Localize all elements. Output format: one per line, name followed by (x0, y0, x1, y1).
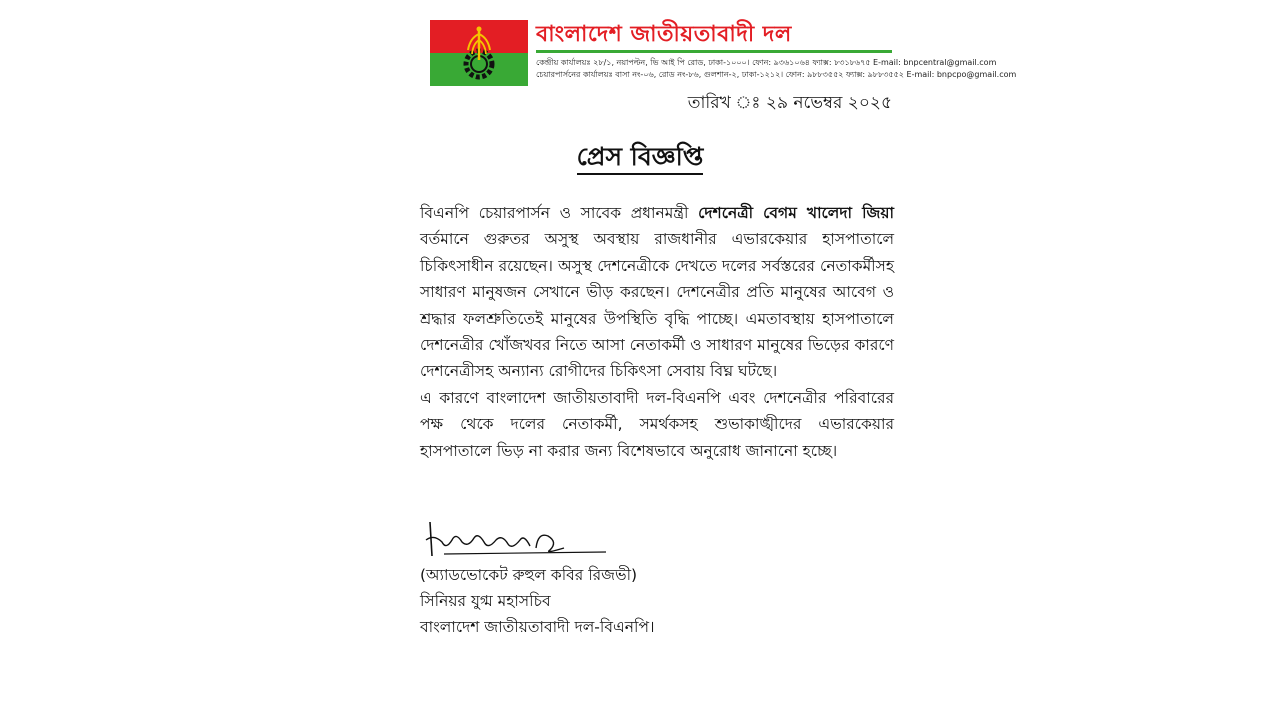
chairperson-office-address: চেয়ারপার্সনের কার্যালয়ঃ বাসা নং-০৬, রোড নং-৮৬, গুলশান-২, ঢাকা-১২১২। ফোন: ৯৮৮৩৫৫২ ফ্যাক্স: ৯৮৮৩৫৫২ E-mail: bnpcpo@gmail.com (536, 70, 1017, 79)
signatory-designation: সিনিয়র যুগ্ম মহাসচিব (420, 592, 551, 610)
body-paragraph-2: এ কারণে বাংলাদেশ জাতীয়তাবাদী দল-বিএনপি এবং দেশনেত্রীর পরিবারের পক্ষ থেকে দলের নেতাকর্মী, সমর্থকসহ শুভাকাঙ্খীদের এভারকেয়ার হাসপাতালে ভিড় না করার জন্য বিশেষভাবে অনুরোধ জানানো হচ্ছে। (420, 388, 894, 460)
letterhead (430, 20, 1017, 86)
release-date: তারিখ ঃ ২৯ নভেম্বর ২০২৫ (687, 93, 892, 113)
signatory-name: (অ্যাডভোকেট রুহুল কবির রিজভী) (420, 566, 638, 584)
handwritten-signature (424, 518, 614, 562)
sheaf-gear-emblem-icon (458, 24, 500, 82)
press-release-title-wrap (0, 140, 1280, 174)
body-p1-rest: বর্তমানে গুরুতর অসুস্থ অবস্থায় রাজধানীর এভারকেয়ার হাসপাতালে চিকিৎসাধীন রয়েছেন। অসুস্থ দেশনেত্রীকে দেখতে দলের সর্বস্তরের নেতাকর্মীসহ সাধারণ মানুষজন সেখানে ভীড় করছেন। দেশনেত্রীর প্রতি মানুষের আবেগ ও শ্রদ্ধার ফলশ্রুতিতেই মানুষের উপস্থিতি বৃদ্ধি পাচ্ছে। এমতাবস্থায় হাসপাতালে দেশনেত্রীর খোঁজখবর নিতে আসা নেতাকর্মী ও সাধারণ মানুষের ভিড়ের কারণে দেশনেত্রীসহ অন্যান্য রোগীদের চিকিৎসা সেবায় বিঘ্ন ঘটছে। (420, 230, 894, 381)
signatory-block (420, 562, 655, 640)
signatory-organization: বাংলাদেশ জাতীয়তাবাদী দল-বিএনপি। (420, 618, 655, 636)
party-name-heading: বাংলাদেশ জাতীয়তাবাদী দল (536, 20, 892, 53)
press-release-body (420, 200, 894, 464)
central-office-address: কেন্দ্রীয় কার্যালয়ঃ ২৮/১, নয়াপল্টন, ভি আই পি রোড, ঢাকা-১০০০। ফোন: ৯৩৬১০৬৪ ফ্যাক্স: ৮৩১৮৬৭৫ E-mail: bnpcentral@gmail.com (536, 58, 997, 67)
body-p1-bold-name: দেশনেত্রী বেগম খালেদা জিয়া (698, 204, 894, 222)
body-paragraph-1 (420, 200, 894, 385)
party-flag-logo (430, 20, 528, 86)
body-p1-intro: বিএনপি চেয়ারপার্সন ও সাবেক প্রধানমন্ত্রী (420, 204, 699, 222)
press-release-title: প্রেস বিজ্ঞপ্তি (577, 142, 704, 175)
